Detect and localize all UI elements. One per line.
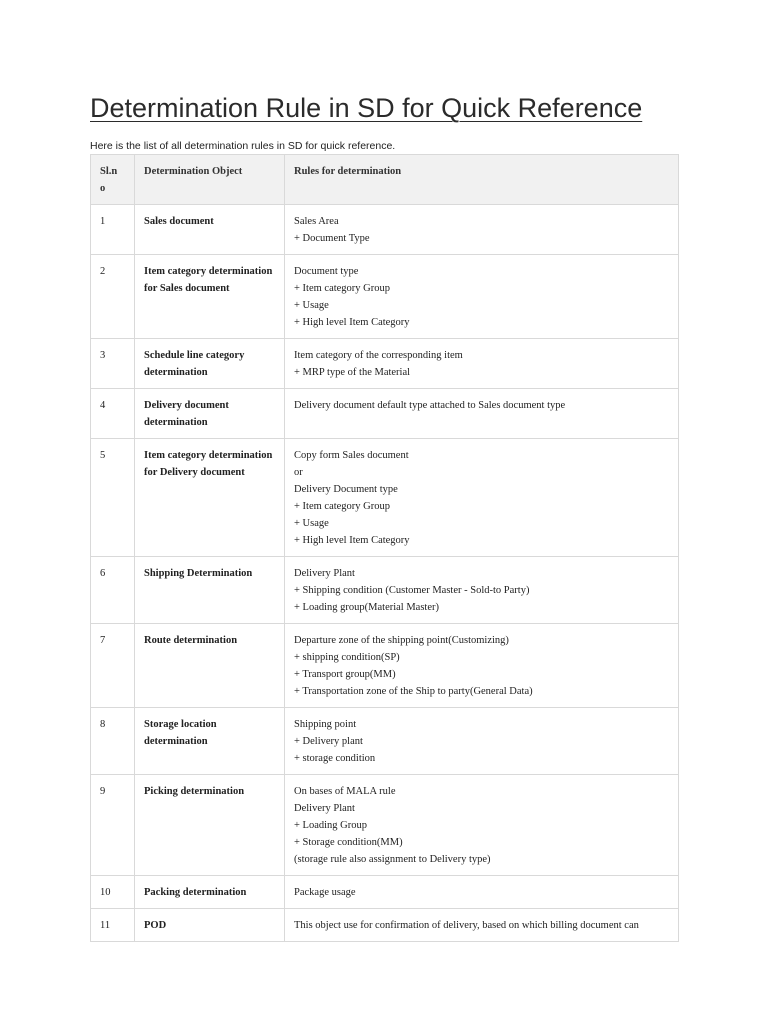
header-row [91, 155, 679, 205]
table-row [91, 557, 679, 624]
rule-line: + Loading Group [294, 820, 367, 831]
row-rules [285, 339, 679, 389]
rule-line: + Shipping condition (Customer Master - Sold-to Party) [294, 585, 530, 596]
table-row [91, 205, 679, 255]
rule-line: Sales Area [294, 216, 339, 227]
row-sl-no: 9 [91, 775, 135, 876]
row-sl-no: 5 [91, 439, 135, 557]
row-determination-object: Picking determination [135, 775, 285, 876]
row-sl-no: 2 [91, 255, 135, 339]
rule-line: (storage rule also assignment to Delivery type) [294, 854, 491, 865]
row-rules [285, 205, 679, 255]
table-row [91, 255, 679, 339]
row-rules [285, 389, 679, 439]
row-determination-object: POD [135, 909, 285, 942]
rule-line: + Document Type [294, 233, 370, 244]
rule-line: + Storage condition(MM) [294, 837, 403, 848]
row-sl-no: 3 [91, 339, 135, 389]
row-rules [285, 876, 679, 909]
row-determination-object: Route determination [135, 624, 285, 708]
page-title: Determination Rule in SD for Quick Reference [90, 93, 643, 123]
rule-line: + High level Item Category [294, 317, 410, 328]
table-row [91, 389, 679, 439]
row-rules [285, 439, 679, 557]
rule-line: + Delivery plant [294, 736, 363, 747]
table-body [91, 205, 679, 942]
rule-line: Delivery Plant [294, 803, 355, 814]
intro-text: Here is the list of all determination rules in SD for quick reference. [90, 140, 396, 152]
rule-line: On bases of MALA rule [294, 786, 396, 797]
rule-line: Delivery document default type attached to Sales document type [294, 400, 566, 411]
row-rules [285, 255, 679, 339]
table-header [91, 155, 679, 205]
row-rules [285, 775, 679, 876]
table-row [91, 775, 679, 876]
row-determination-object: Shipping Determination [135, 557, 285, 624]
row-rules [285, 708, 679, 775]
row-determination-object: Item category determination for Sales document [135, 255, 285, 339]
rule-line: This object use for confirmation of delivery, based on which billing document can [294, 920, 639, 931]
row-sl-no: 1 [91, 205, 135, 255]
rule-line: or [294, 467, 303, 478]
table-row [91, 624, 679, 708]
row-determination-object: Schedule line category determination [135, 339, 285, 389]
row-rules [285, 557, 679, 624]
table-row [91, 876, 679, 909]
rule-line: Departure zone of the shipping point(Customizing) [294, 635, 509, 646]
row-determination-object: Delivery document determination [135, 389, 285, 439]
row-sl-no: 11 [91, 909, 135, 942]
rule-line: + Loading group(Material Master) [294, 602, 440, 613]
row-determination-object: Item category determination for Delivery document [135, 439, 285, 557]
row-determination-object: Sales document [135, 205, 285, 255]
rule-line: Document type [294, 266, 359, 277]
rule-line: Copy form Sales document [294, 450, 409, 461]
rule-line: Delivery Document type [294, 484, 398, 495]
rule-line: + Transport group(MM) [294, 669, 396, 680]
row-rules [285, 909, 679, 942]
header-sl-no: Sl.n o [91, 155, 135, 205]
rule-line: + shipping condition(SP) [294, 652, 400, 663]
rule-line: + MRP type of the Material [294, 367, 411, 378]
rule-line: + storage condition [294, 753, 376, 764]
determination-rules-table [90, 154, 679, 942]
header-determination-object: Determination Object [135, 155, 285, 205]
rule-line: Item category of the corresponding item [294, 350, 463, 361]
row-sl-no: 4 [91, 389, 135, 439]
table-row [91, 909, 679, 942]
row-sl-no: 8 [91, 708, 135, 775]
rule-line: + Usage [294, 300, 329, 311]
row-determination-object: Storage location determination [135, 708, 285, 775]
rule-line: + Transportation zone of the Ship to party(General Data) [294, 686, 533, 697]
rule-line: Package usage [294, 887, 356, 898]
header-rules: Rules for determination [285, 155, 679, 205]
rule-line: + Usage [294, 518, 329, 529]
table-row [91, 339, 679, 389]
rule-line: Delivery Plant [294, 568, 355, 579]
row-sl-no: 10 [91, 876, 135, 909]
rule-line: + Item category Group [294, 283, 391, 294]
table-row [91, 708, 679, 775]
table-row [91, 439, 679, 557]
row-determination-object: Packing determination [135, 876, 285, 909]
row-rules [285, 624, 679, 708]
row-sl-no: 7 [91, 624, 135, 708]
rule-line: + Item category Group [294, 501, 391, 512]
rule-line: + High level Item Category [294, 535, 410, 546]
rule-line: Shipping point [294, 719, 357, 730]
row-sl-no: 6 [91, 557, 135, 624]
